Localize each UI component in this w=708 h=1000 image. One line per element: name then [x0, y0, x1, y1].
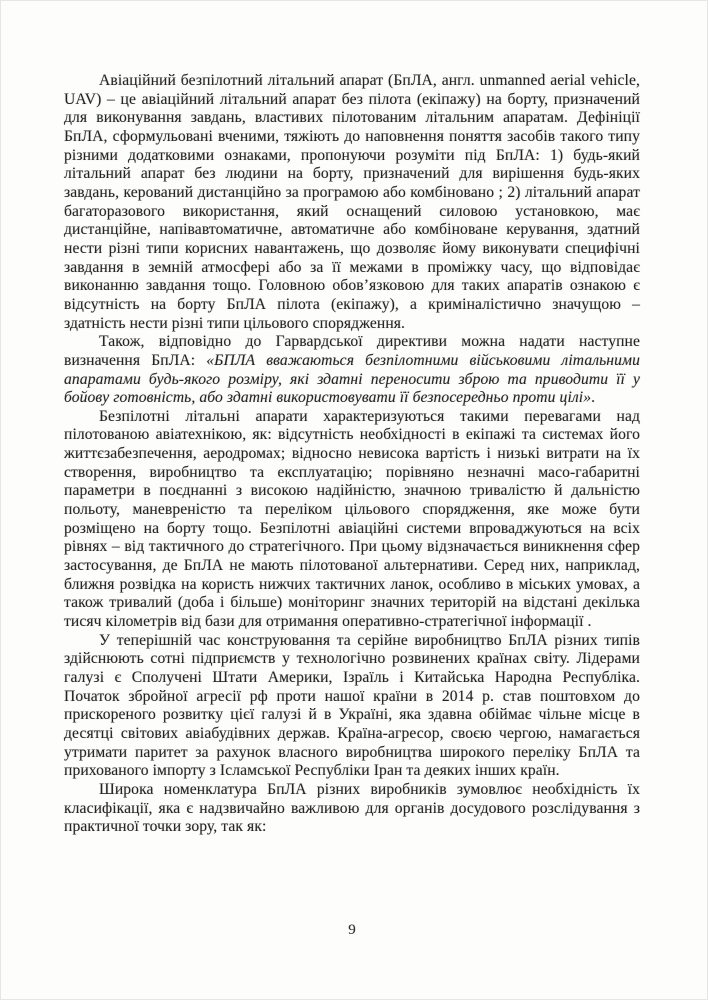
paragraph-classification-intro: Широка номенклатура БпЛА різних виробників зумовлює необхідність їх класифікації, яка є надзвичайно важливою для органів досудового розслідування з практичної точки зору, так як: — [64, 780, 640, 836]
paragraph-harvard-directive — [64, 333, 640, 408]
paragraph-closing-punctuation: . — [591, 389, 596, 407]
paragraph-industry-overview: У теперішній час конструювання та серійне виробництво БпЛА різних типів здійснюють сотні підприємств у технологічно розвинених країнах світу. Лідерами галузі є Сполучені Штати Америки, Ізраїль і Китайська Народна Республіка. Початок збройної агресії рф проти нашої країни в 2014 р. став поштовхом до прискореного розвитку цієї галузі й в Україні, яка здавна обіймає чільне місце в десятці світових авіабудівних держав. Країна-агресор, своєю чергою, намагається утримати паритет за рахунок власного виробництва широкого переліку БпЛА та прихованого імпорту з Ісламської Республіки Іран та деяких інших країн. — [64, 631, 640, 780]
paragraph-uav-advantages: Безпілотні літальні апарати характеризуються такими перевагами над пілотованою авіатехнікою, як: відсутність необхідності в екіпажі та системах його життєзабезпечення, аеродромах; відносно невисока вартість і низькі витрати на їх створення, виробництво та експлуатацію; порівняно незначні масо-габаритні параметри в поєднанні з високою надійністю, значною тривалістю й дальністю польоту, маневреністю та переліком цільового спорядження, яке може бути розміщено на борту тощо. Безпілотні авіаційні системи впроваджуються на всіх рівнях – від тактичного до стратегічного. При цьому відзначається виникнення сфер застосування, де БпЛА не мають пілотованої альтернативи. Серед них, наприклад, ближня розвідка на користь нижчих тактичних ланок, особливо в міських умовах, а також тривалий (доба і більше) моніторинг значних територій на відстані декілька тисяч кілометрів від бази для отримання оперативно-стратегічної інформації . — [64, 407, 640, 631]
quoted-definition-text: «БПЛА вважаються безпілотними військовими літальними апаратами будь-якого розміру, які здатні переносити зброю та приводити її у бойову готовність, або здатні використовувати її безпосередньо проти цілі» — [64, 351, 640, 407]
text-body — [64, 72, 640, 837]
paragraph-uav-definition: Авіаційний безпілотний літальний апарат (БпЛА, англ. unmanned aerial vehicle, UAV) – це авіаційний літальний апарат без пілота (екіпажу) на борту, призначений для виконування завдань, властивих пілотованим літальним апаратам. Дефініції БпЛА, сформульовані вченими, тяжіють до наповнення поняття засобів такого типу різними додатковими ознаками, пропонуючи розуміти під БпЛА: 1) будь-який літальний апарат без людини на борту, призначений для вирішення будь-яких завдань, керований дистанційно за програмою або комбіновано ; 2) літальний апарат багаторазового використання, який оснащений силовою установкою, має дистанційне, напівавтоматичне, автоматичне або комбіноване керування, здатний нести різні типи корисних навантажень, що дозволяє йому виконувати специфічні завдання в земній атмосфері або за її межами в проміжку часу, що відповідає виконанню завдання тощо. Головною обов’язковою для таких апаратів ознакою є відсутність на борту БпЛА пілота (екіпажу), а криміналістично значущою – здатність нести різні типи цільового спорядження. — [64, 72, 640, 332]
paragraph-intro-text: Також, відповідно до Гарвардської директиви можна надати наступне визначення БпЛА: — [64, 333, 640, 369]
page-number: 9 — [348, 922, 356, 938]
